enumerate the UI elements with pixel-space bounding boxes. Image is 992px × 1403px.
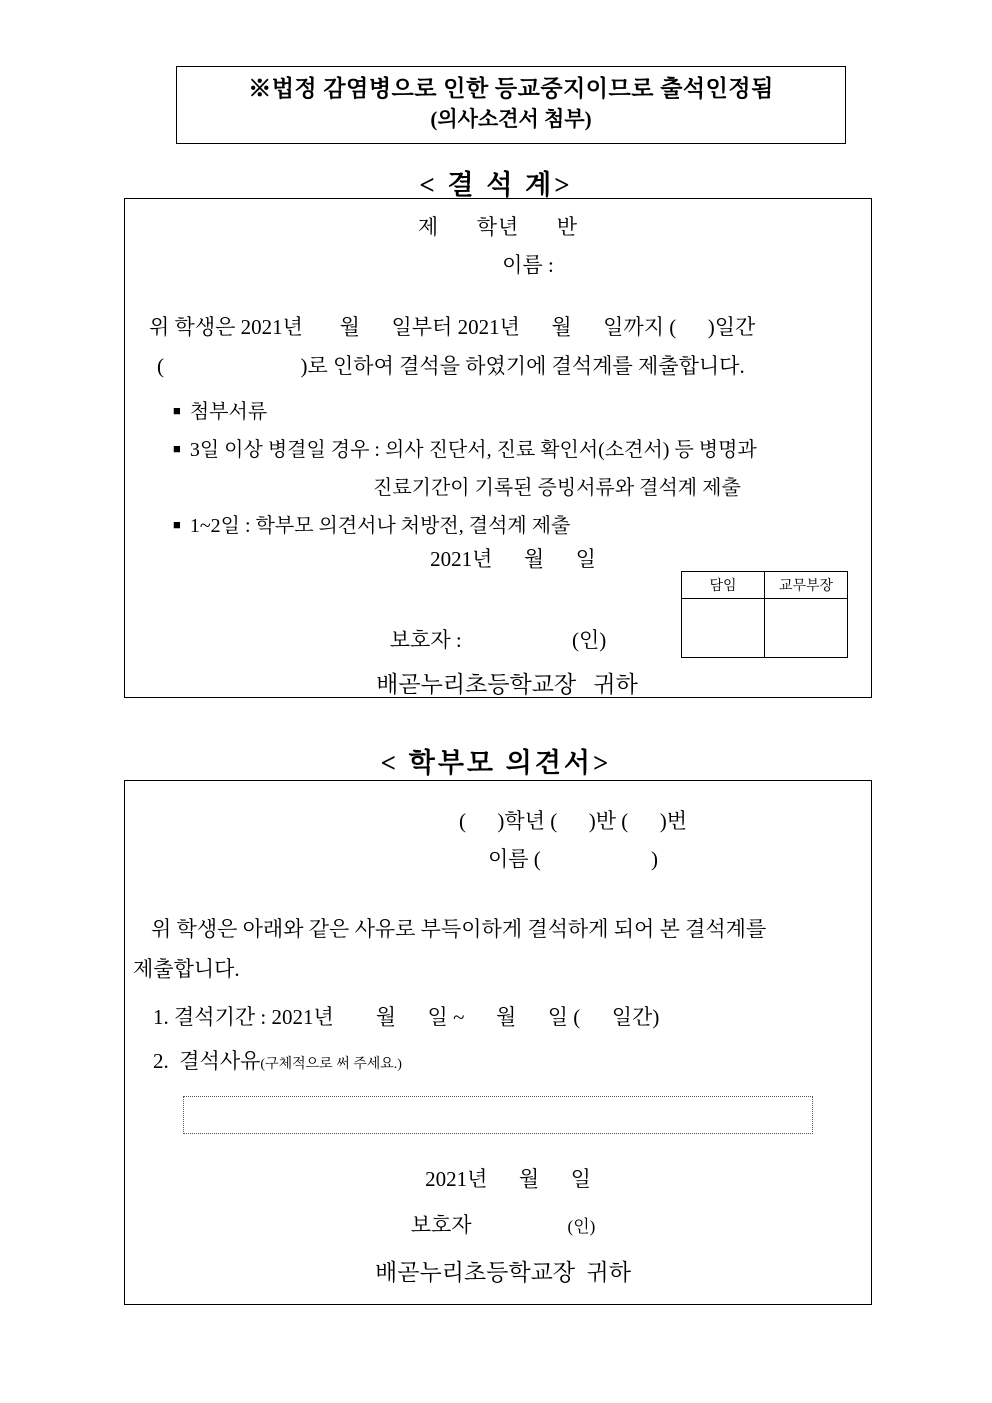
parent-name-line: 이름 ( ) — [487, 847, 659, 871]
absence-name-line: 이름 : — [502, 253, 554, 277]
list-item-label: 1~2일 : 학부모 의견서나 처방전, 결석계 제출 — [189, 515, 571, 537]
absence-school-line: 배곧누리초등학교장 귀하 — [376, 672, 638, 697]
absence-grade-class-line: 제 학년 반 — [417, 215, 579, 239]
absence-guardian-line: 보호자 : (인) — [389, 628, 607, 652]
notice-line-2: (의사소견서 첨부) — [430, 106, 592, 131]
parent-school-line: 배곧누리초등학교장 귀하 — [375, 1260, 631, 1285]
absence-attachment-list — [173, 395, 757, 547]
absence-date-line: 2021년 월 일 — [430, 547, 596, 571]
square-bullet-icon: ■ — [173, 441, 181, 456]
absence-body-line-2: ( )로 인하여 결석을 하였기에 결석계를 제출합니다. — [157, 354, 745, 378]
absence-form-box — [124, 198, 872, 698]
reason-input-field[interactable] — [183, 1096, 813, 1134]
notice-box — [176, 66, 846, 144]
stamp-header-homeroom: 담임 — [682, 572, 765, 599]
square-bullet-icon: ■ — [173, 517, 181, 532]
list-item — [173, 509, 757, 538]
absence-form-title: < 결 석 계> — [419, 170, 573, 200]
parent-grade-class-number-line: ( )학년 ( )반 ( )번 — [458, 809, 688, 833]
parent-form-box — [124, 780, 872, 1305]
list-item — [173, 433, 757, 462]
parent-form-title: < 학부모 의견서> — [380, 748, 612, 778]
parent-absence-reason-line — [153, 1045, 402, 1075]
parent-guardian-seal: (인) — [567, 1217, 596, 1236]
square-bullet-icon: ■ — [173, 403, 181, 418]
parent-guardian-line — [125, 1209, 871, 1239]
parent-body-line-1: 위 학생은 아래와 같은 사유로 부득이하게 결석하게 되어 본 결석계를 — [151, 917, 767, 941]
list-item-continuation: 진료기간이 기록된 증빙서류와 결석계 제출 — [373, 477, 741, 499]
list-item-label: 첨부서류 — [189, 401, 268, 423]
parent-absence-reason-hint: (구체적으로 써 주세요.) — [260, 1057, 402, 1072]
absence-body-line-1: 위 학생은 2021년 월 일부터 2021년 월 일까지 ( )일간 — [149, 315, 756, 339]
parent-body-line-2: 제출합니다. — [133, 957, 240, 981]
table-row — [682, 572, 848, 599]
stamp-header-academic-head: 교무부장 — [765, 572, 848, 599]
list-item-label: 3일 이상 병결일 경우 : 의사 진단서, 진료 확인서(소견서) 등 병명과 — [189, 439, 757, 461]
parent-absence-reason-label: 2. 결석사유 — [153, 1049, 261, 1073]
list-item — [173, 395, 757, 424]
parent-absence-period-line: 1. 결석기간 : 2021년 월 일 ~ 월 일 ( 일간) — [153, 1005, 660, 1029]
notice-line-1: ※법정 감염병으로 인한 등교중지이므로 출석인정됨 — [248, 76, 774, 101]
parent-guardian-label: 보호자 — [410, 1213, 472, 1237]
parent-date-line: 2021년 월 일 — [425, 1167, 591, 1191]
